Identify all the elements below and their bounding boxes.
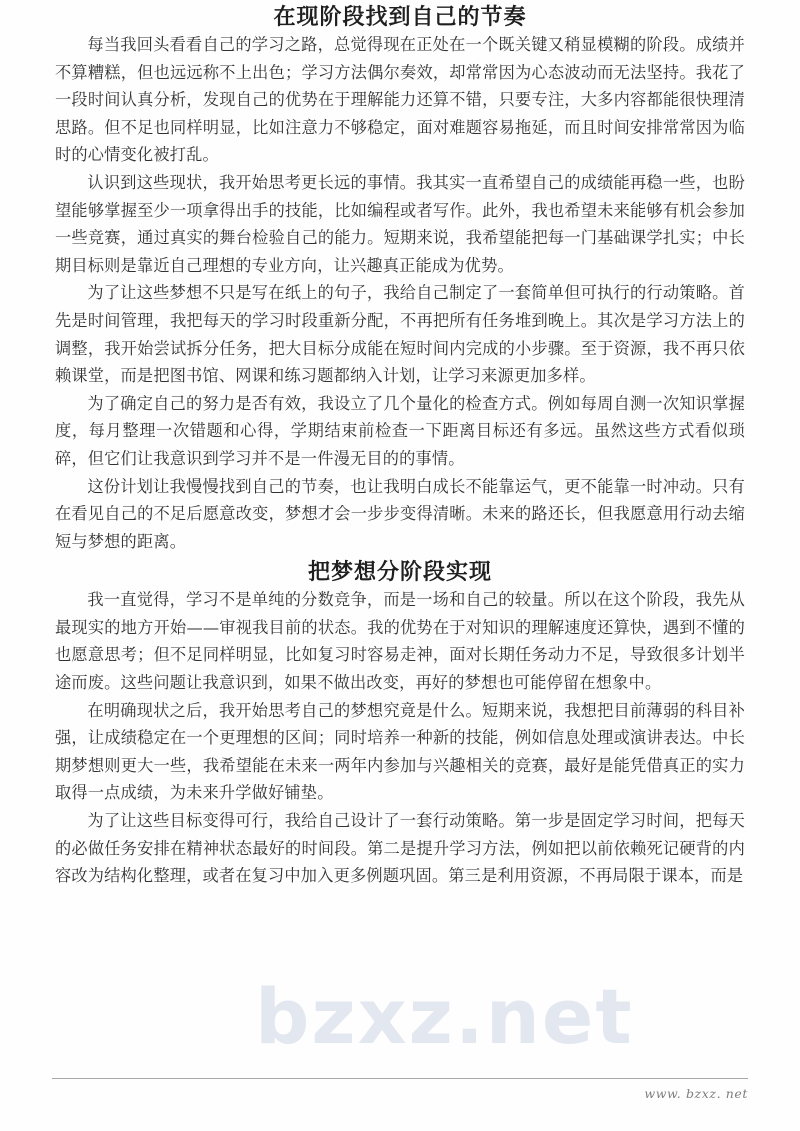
section-1-paragraph-5: 这份计划让我慢慢找到自己的节奏，也让我明白成长不能靠运气，更不能靠一时冲动。只有在看见自己的不足后愿意改变，梦想才会一步步变得清晰。未来的路还长，但我愿意用行动去缩短与梦想的距离。 bbox=[55, 476, 745, 551]
footer-divider bbox=[52, 1078, 748, 1079]
section-title-2: 把梦想分阶段实现 bbox=[307, 560, 492, 586]
section-2-paragraph-2: 在明确现状之后，我开始思考自己的梦想究竟是什么。短期来说，我想把目前薄弱的科目补强，让成绩稳定在一个更理想的区间；同时培养一种新的技能，例如信息处理或演讲表达。中长期梦想则更大一些，我希望能在未来一两年内参加与兴趣相关的竞赛，最好是能凭借真正的实力取得一点成绩，为未来升学做好铺垫。 bbox=[55, 700, 745, 803]
section-2-paragraph-1: 我一直觉得，学习不是单纯的分数竞争，而是一场和自己的较量。所以在这个阶段，我先从最现实的地方开始——审视我目前的状态。我的优势在于对知识的理解速度还算快，遇到不懂的也愿意思考；但不足同样明显，比如复习时容易走神，面对长期任务动力不足，导致很多计划半途而废。这些问题让我意识到，如果不做出改变，再好的梦想也可能停留在想象中。 bbox=[55, 590, 745, 693]
section-1-paragraph-3: 为了让这些梦想不只是写在纸上的句子，我给自己制定了一套简单但可执行的行动策略。首先是时间管理，我把每天的学习时段重新分配，不再把所有任务堆到晚上。其次是学习方法上的调整，我开始尝试拆分任务，把大目标分成能在短时间内完成的小步骤。至于资源，我不再只依赖课堂，而是把图书馆、网课和练习题都纳入计划，让学习来源更加多样。 bbox=[55, 283, 745, 386]
section-1-paragraph-4: 为了确定自己的努力是否有效，我设立了几个量化的检查方式。例如每周自测一次知识掌握度，每月整理一次错题和心得，学期结束前检查一下距离目标还有多远。虽然这些方式看似琐碎，但它们让我意识到学习并不是一件漫无目的的事情。 bbox=[55, 393, 745, 468]
section-1-paragraph-2: 认识到这些现状，我开始思考更长远的事情。我其实一直希望自己的成绩能再稳一些，也盼望能够掌握至少一项拿得出手的技能，比如编程或者写作。此外，我也希望未来能够有机会参加一些竞赛，通过真实的舞台检验自己的能力。短期来说，我希望能把每一门基础课学扎实；中长期目标则是靠近自己理想的专业方向，让兴趣真正能成为优势。 bbox=[55, 172, 745, 275]
section-2-paragraph-3: 为了让这些目标变得可行，我给自己设计了一套行动策略。第一步是固定学习时间，把每天的必做任务安排在精神状态最好的时间段。第二是提升学习方法，例如把以前依赖死记硬背的内容改为结构化整理，或者在复习中加入更多例题巩固。第三是利用资源，不再局限于课本，而是 bbox=[55, 811, 745, 886]
section-title-1: 在现阶段找到自己的节奏 bbox=[273, 5, 527, 30]
site-watermark: bzxz.net bbox=[255, 972, 634, 1061]
footer-site-url: www. bzxz. net bbox=[644, 1086, 748, 1101]
document-content bbox=[55, 0, 745, 890]
section-1-paragraph-1: 每当我回头看看自己的学习之路，总觉得现在正处在一个既关键又稍显模糊的阶段。成绩并不算糟糕，但也远远称不上出色；学习方法偶尔奏效，却常常因为心态波动而无法坚持。我花了一段时间认真分析，发现自己的优势在于理解能力还算不错，只要专注，大多内容都能很快理清思路。但不足也同样明显，比如注意力不够稳定，面对难题容易拖延，而且时间安排常常因为临时的心情变化被打乱。 bbox=[55, 35, 745, 165]
